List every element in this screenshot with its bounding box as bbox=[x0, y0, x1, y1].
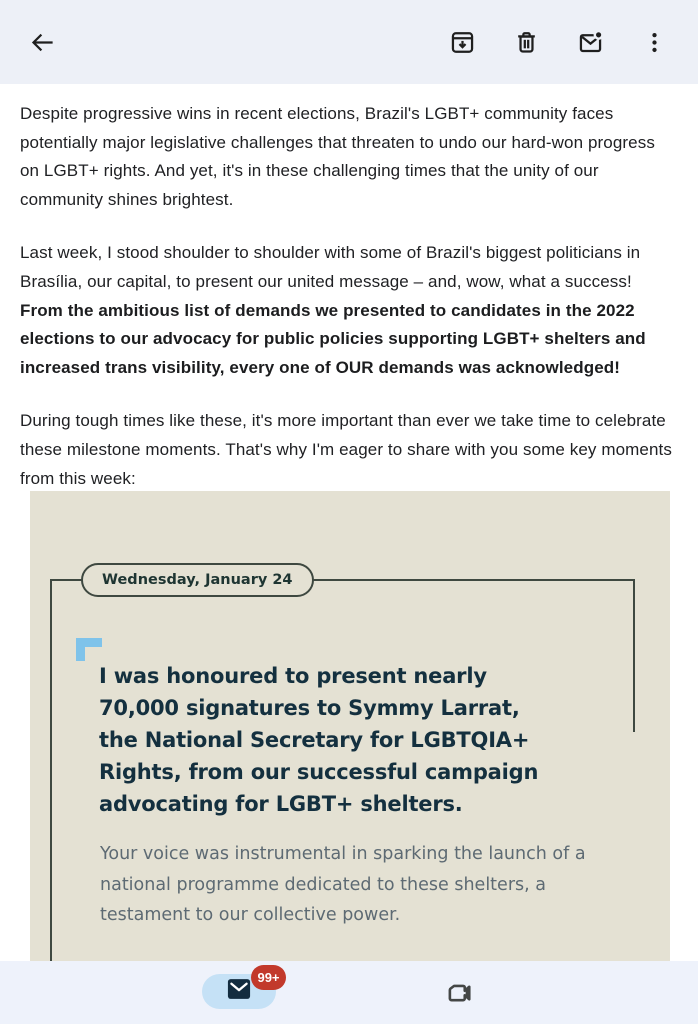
mail-tab-active-indicator bbox=[202, 970, 280, 1009]
more-options-button[interactable] bbox=[634, 22, 674, 62]
delete-button[interactable] bbox=[506, 22, 546, 62]
email-paragraph-2-bold: From the ambitious list of demands we presented to candidates in the 2022 elections to our advocacy for public policies supporting LGBT+ shelters and increased trans visibility, every one of OUR demands was acknowledged! bbox=[20, 300, 646, 377]
email-body-text bbox=[0, 84, 698, 493]
quote-corner-bracket-icon bbox=[76, 638, 102, 661]
card-headline-line: the National Secretary for LGBTQIA+ bbox=[99, 728, 530, 752]
card-headline-line: Rights, from our successful campaign bbox=[99, 760, 539, 784]
topbar-actions bbox=[442, 22, 674, 62]
card-body-line: Your voice was instrumental in sparking the launch of a bbox=[100, 844, 586, 864]
nav-tab-meet[interactable] bbox=[419, 974, 499, 1013]
email-paragraph-2-regular: Last week, I stood shoulder to shoulder with some of Brazil's biggest politicians in Brasília, our capital, to present our united message – and, wow, what a success! bbox=[20, 243, 641, 291]
card-body-line: national programme dedicated to these shelters, a bbox=[100, 874, 546, 895]
card-body-line: testament to our collective power. bbox=[100, 905, 401, 925]
more-options-icon bbox=[641, 29, 668, 56]
card-frame-top-border-right-segment bbox=[280, 579, 635, 581]
nav-tab-mail[interactable] bbox=[199, 970, 280, 1009]
archive-button[interactable] bbox=[442, 22, 482, 62]
unread-count-badge: 99+ bbox=[251, 965, 286, 990]
date-badge bbox=[81, 563, 314, 597]
mail-icon bbox=[224, 975, 254, 1008]
card-headline-line: advocating for LGBT+ shelters. bbox=[99, 792, 463, 816]
delete-icon bbox=[513, 29, 540, 56]
mark-unread-icon bbox=[577, 29, 604, 56]
email-paragraph-2 bbox=[20, 239, 678, 382]
video-camera-icon bbox=[444, 978, 474, 1013]
newsletter-card-image bbox=[30, 491, 670, 961]
email-content-scroll-area[interactable] bbox=[0, 84, 698, 961]
mark-unread-button[interactable] bbox=[570, 22, 610, 62]
card-headline-line: I was honoured to present nearly bbox=[99, 664, 487, 688]
top-app-bar bbox=[0, 0, 698, 84]
email-paragraph-3: During tough times like these, it's more important than ever we take time to celebrate these milestone moments. That's why I'm eager to share with you some key moments from this week: bbox=[20, 411, 672, 488]
archive-icon bbox=[449, 29, 476, 56]
date-badge-label: Wednesday, January 24 bbox=[102, 572, 293, 588]
back-button[interactable] bbox=[22, 22, 62, 62]
card-frame-left-border bbox=[50, 579, 52, 961]
card-frame-top-border-left-segment bbox=[50, 579, 84, 581]
card-body-text bbox=[100, 839, 640, 931]
back-arrow-icon bbox=[29, 29, 56, 56]
bottom-navigation-bar bbox=[0, 961, 698, 1024]
card-headline-line: 70,000 signatures to Symmy Larrat, bbox=[99, 696, 520, 720]
email-paragraph-1: Despite progressive wins in recent elections, Brazil's LGBT+ community faces potentially major legislative challenges that threaten to undo our hard-won progress on LGBT+ rights. And yet, it's in these challenging times that the unity of our community shines brightest. bbox=[20, 104, 655, 209]
card-headline bbox=[99, 660, 644, 820]
